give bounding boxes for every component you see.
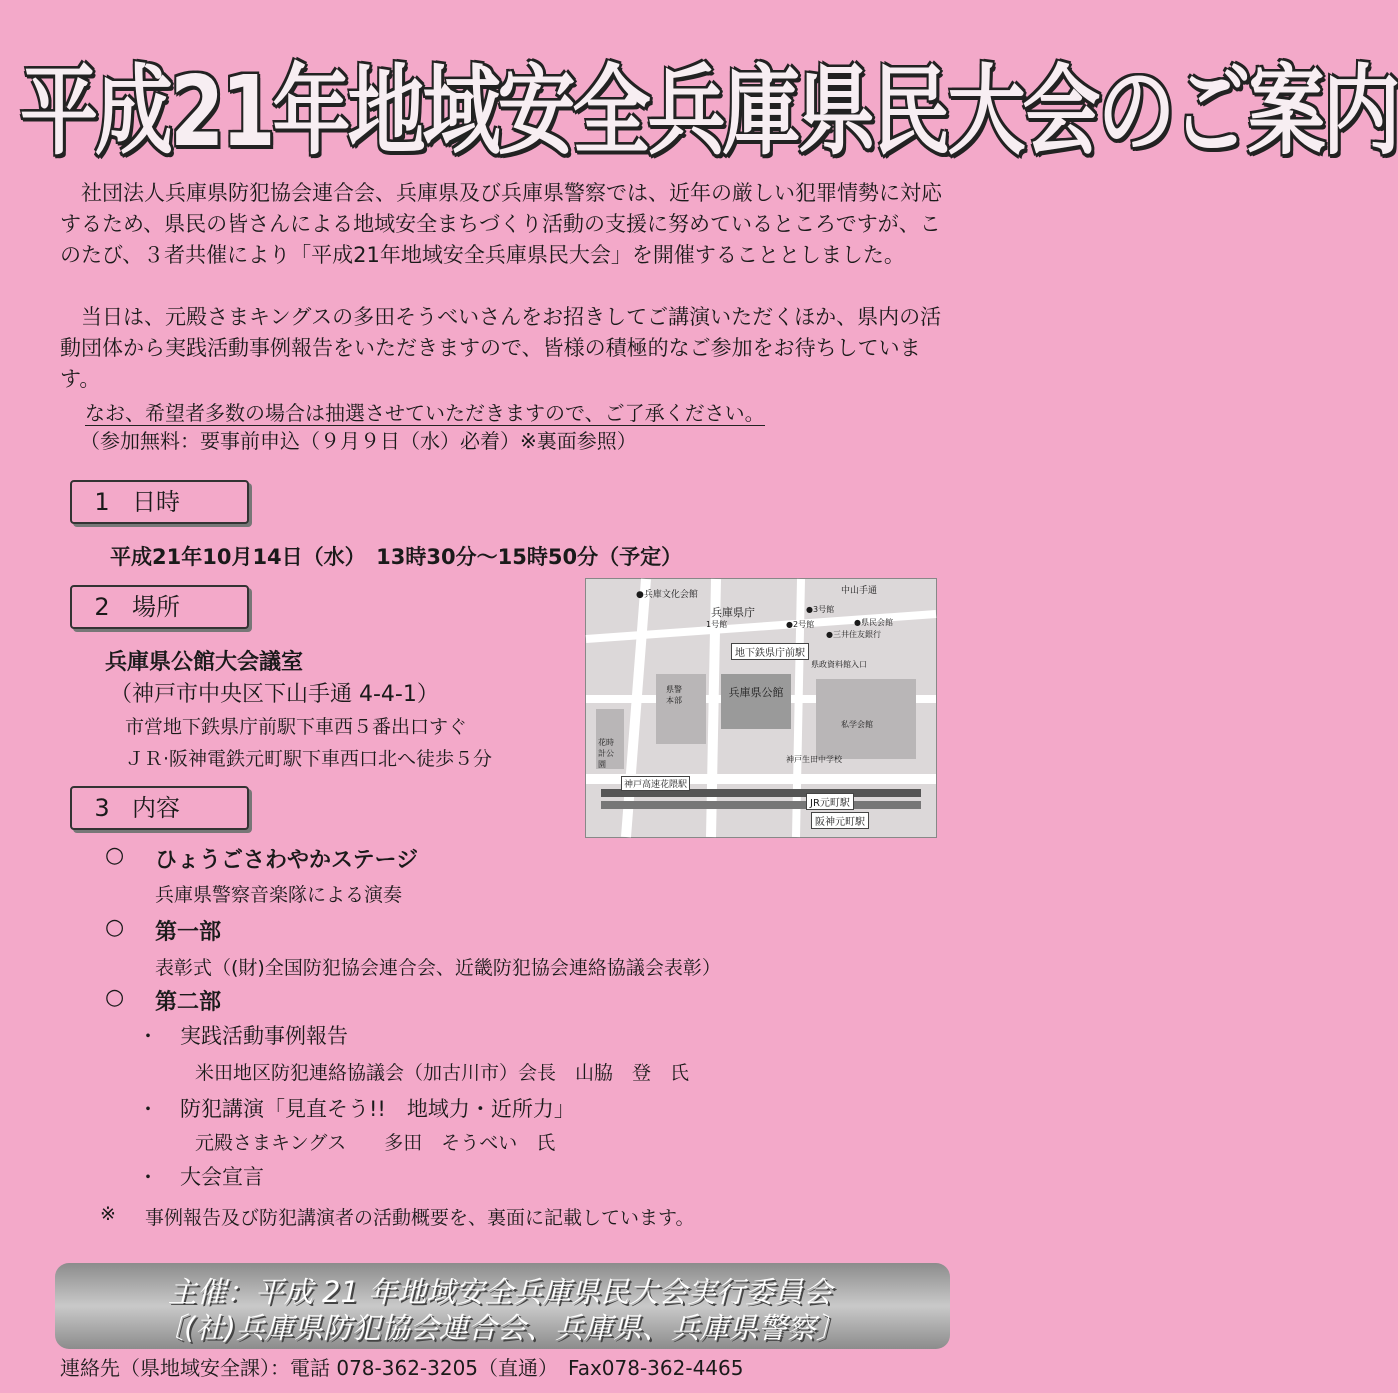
intro-paragraph-2: 当日は、元殿さまキングスの多田そうべいさんをお招きしてご講演いただくほか、県内の活動団体から実践活動事例報告をいただきますので、皆様の積極的なご参加をお待ちしています。 [60,305,942,391]
program-sub-declaration: 大会宣言 [180,1165,264,1189]
page-title: 平成21年地域安全兵庫県民大会のご案内 [20,56,1398,169]
bullet-icon: ○ [105,915,125,940]
dot-icon: ・ [138,1097,158,1121]
map-label-police: 県警本部 [666,685,682,705]
map-label-prefoffice: 兵庫県庁 [711,606,755,619]
venue-name: 兵庫県公館大会議室 [105,650,304,675]
map-label-hall: ●県民会館 [854,618,893,627]
intro-paragraph-1: 社団法人兵庫県防犯協会連合会、兵庫県及び兵庫県警察では、近年の厳しい犯罪情勢に対応するため、県民の皆さんによる地域安全まちづくり活動の支援に努めているところですが、このたび、３者共催により「平成21年地域安全兵庫県民大会」を開催することとしました。 [60,181,942,267]
map-label-bldg3: ●3号館 [806,605,835,614]
dot-icon: ・ [138,1024,158,1048]
bullet-icon: ○ [105,843,125,868]
venue-address: （神戸市中央区下山手通 4-4-1） [110,682,439,707]
program-item-stage: ひょうごさわやかステージ [155,848,419,873]
contact-info: 連絡先（県地域安全課）：電話 078-362-3205（直通） Fax078-362-4465 [60,1356,744,1380]
program-item-part1-desc: 表彰式（(財)全国防犯協会連合会、近畿防犯協会連絡協議会表彰） [155,957,721,979]
dot-icon: ・ [138,1165,158,1189]
bullet-icon: ○ [105,985,125,1010]
program-sub-lecture-desc: 元殿さまキングス 多田 そうべい 氏 [195,1132,556,1154]
map-label-hanshin: 阪神元町駅 [811,812,869,829]
organizer-line-2: 〔(社)兵庫県防犯協会連合会、兵庫県、兵庫県警察〕 [155,1311,845,1345]
map-label-culture: ●兵庫文化会館 [636,590,698,600]
section-number: 2 [94,593,110,621]
map-label-koukan: 兵庫県公館 [728,686,784,699]
lottery-notice: なお、希望者多数の場合は抽選させていただきますので、ご了承ください。 [85,401,765,425]
venue-access-subway: 市営地下鉄県庁前駅下車西５番出口すぐ [125,716,468,738]
map-label-bldg1: 1号館 [706,620,728,629]
map-label-school: 神戸生田中学校 [786,755,842,764]
map-label-archive: 県政資料館入口 [811,660,867,669]
section-header-datetime [70,480,249,524]
map-label-kosoku: 神戸高速花隈駅 [621,776,690,791]
map-label-flowerclock: 花時計公園 [598,738,614,769]
section-number: 1 [94,488,110,516]
program-item-stage-desc: 兵庫県警察音楽隊による演奏 [155,884,403,906]
program-sub-report-desc: 米田地区防犯連絡協議会（加古川市）会長 山脇 登 氏 [195,1062,690,1084]
map-label-bldg2: ●2号館 [786,620,815,629]
note-mark: ※ [100,1203,116,1225]
map-label-subway: 地下鉄県庁前駅 [731,643,809,660]
program-sub-lecture: 防犯講演「見直そう!! 地域力・近所力」 [180,1097,575,1121]
organizer-line-1: 主催：平成 21 年地域安全兵庫県民大会実行委員会 [167,1275,833,1309]
section-label: 内容 [132,794,180,822]
map-label-gakuen: 私学会館 [841,720,873,729]
section-header-content [70,786,249,830]
section-number: 3 [94,794,110,822]
venue-access-jr: ＪＲ·阪神電鉄元町駅下車西口北へ徒歩５分 [125,748,493,770]
map-label-nakayamate: 中山手通 [841,586,878,596]
section-label: 日時 [132,488,180,516]
program-item-part2: 第二部 [155,990,222,1015]
program-sub-report: 実践活動事例報告 [180,1024,348,1048]
map-label-bank: ●三井住友銀行 [826,630,881,639]
backside-note: 事例報告及び防犯講演者の活動概要を、裏面に記載しています。 [145,1207,695,1229]
event-datetime: 平成21年10月14日（水） 13時30分～15時50分（予定） [110,545,683,569]
map-label-jr: JR元町駅 [806,793,854,810]
program-item-part1: 第一部 [155,920,222,945]
section-label: 場所 [132,593,180,621]
participation-note: （参加無料：要事前申込（９月９日（水）必着）※裏面参照） [80,429,637,453]
section-header-venue [70,585,249,629]
venue-map [585,578,937,838]
